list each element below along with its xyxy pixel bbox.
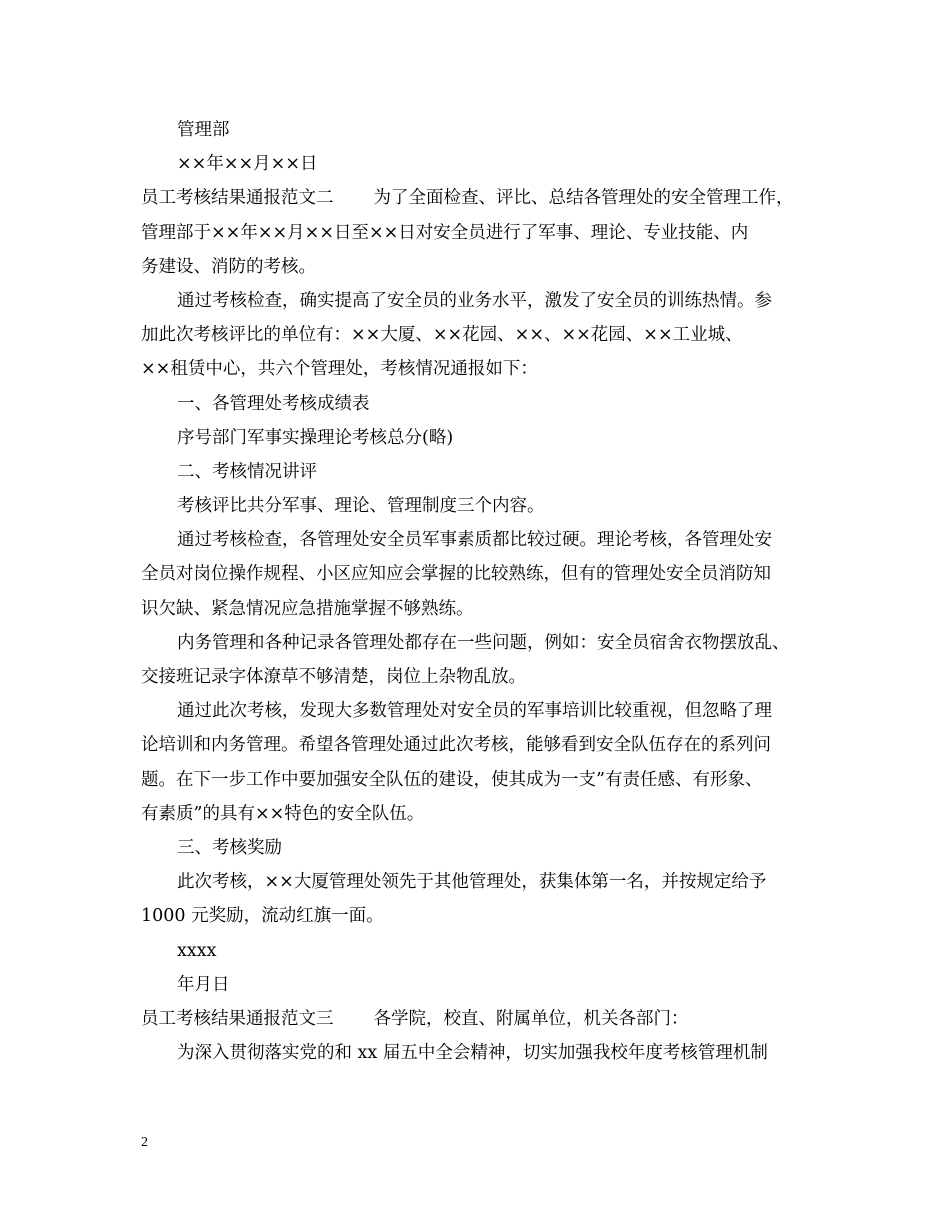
salutation-text: 各学院，校直、附属单位，机关各部门： xyxy=(373,1008,689,1029)
paragraph-line: 通过考核检查，确实提高了安全员的业务水平，激发了安全员的训练热情。参 xyxy=(177,290,772,311)
section-title-sample-three: 员工考核结果通报范文三 xyxy=(141,1008,334,1029)
paragraph-text: 为了全面检查、评比、总结各管理处的安全管理工作， xyxy=(373,188,794,209)
page-number: 2 xyxy=(141,1135,148,1150)
paragraph-line: 全员对岗位操作规程、小区应知应会掌握的比较熟练，但有的管理处安全员消防知 xyxy=(141,564,771,585)
document-body xyxy=(141,113,811,1070)
department-signature: 管理部 xyxy=(177,120,230,140)
subheading-review: 二、考核情况讲评 xyxy=(177,461,317,482)
paragraph-line: 论培训和内务管理。希望各管理处通过此次考核，能够看到安全队伍存在的系列问 xyxy=(141,735,771,756)
signature-date: 年月日 xyxy=(177,974,230,995)
subheading-rewards: 三、考核奖励 xyxy=(177,837,282,858)
signature-name: xxxx xyxy=(177,940,217,961)
paragraph-line: 交接班记录字体潦草不够清楚，岗位上杂物乱放。 xyxy=(141,667,526,687)
paragraph-line: 考核评比共分军事、理论、管理制度三个内容。 xyxy=(177,496,545,517)
subheading-scores: 一、各管理处考核成绩表 xyxy=(177,393,370,414)
paragraph-line: 有素质”的具有××特色的安全队伍。 xyxy=(141,803,425,824)
paragraph-line: 识欠缺、紧急情况应急措施掌握不够熟练。 xyxy=(141,598,474,619)
score-table-placeholder: 序号部门军事实操理论考核总分(略) xyxy=(177,427,454,448)
section-title-sample-two: 员工考核结果通报范文二 xyxy=(141,188,334,209)
paragraph-line: 此次考核，××大厦管理处领先于其他管理处，获集体第一名，并按规定给予 xyxy=(177,872,767,893)
paragraph-line: 通过此次考核，发现大多数管理处对安全员的军事培训比较重视，但忽略了理 xyxy=(177,701,772,722)
paragraph-line: 为深入贯彻落实党的和 xx 届五中全会精神，切实加强我校年度考核管理机制 xyxy=(177,1043,768,1064)
paragraph-line: 加此次考核评比的单位有：××大厦、××花园、××、××花园、××工业城、 xyxy=(141,325,743,346)
paragraph-line: 题。在下一步工作中要加强安全队伍的建设，使其成为一支”有责任感、有形象、 xyxy=(141,769,763,790)
paragraph-line: 务建设、消防的考核。 xyxy=(141,256,316,277)
paragraph-line: ××租赁中心，共六个管理处，考核情况通报如下： xyxy=(141,359,538,380)
paragraph-line: 1000 元奖励，流动红旗一面。 xyxy=(141,906,384,927)
signature-date: ××年××月××日 xyxy=(177,154,318,175)
paragraph-line: 管理部于××年××月××日至××日对安全员进行了军事、理论、专业技能、内 xyxy=(141,222,749,243)
paragraph-line: 通过考核检查，各管理处安全员军事素质都比较过硬。理论考核，各管理处安 xyxy=(177,530,772,551)
paragraph-line: 内务管理和各种记录各管理处都存在一些问题，例如：安全员宿舍衣物摆放乱、 xyxy=(177,632,790,653)
section-heading-sample-two-line xyxy=(141,181,811,215)
section-heading-sample-three-line xyxy=(141,1002,811,1036)
